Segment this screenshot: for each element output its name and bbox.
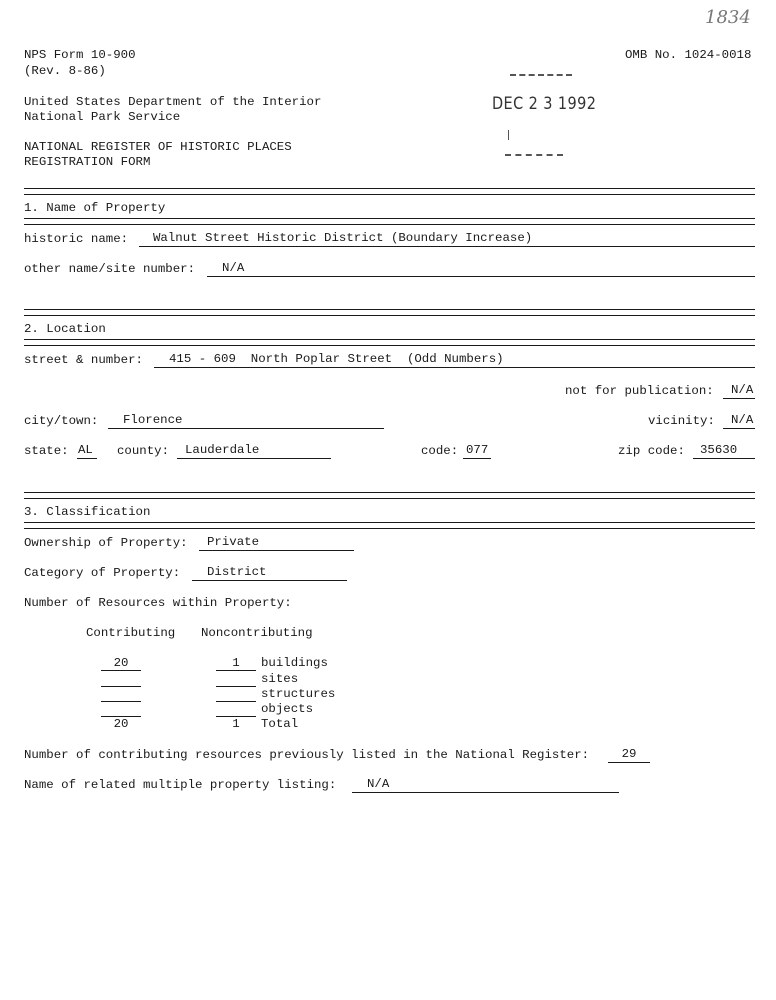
stamp-date: DEC 2 3 1992 — [492, 94, 597, 114]
form-revision: (Rev. 8-86) — [24, 64, 106, 78]
not-for-publication-value: N/A — [731, 383, 754, 397]
state-underline — [77, 458, 97, 459]
resource-type-label: buildings — [261, 656, 328, 670]
resource-type-label: sites — [261, 672, 299, 686]
previously-listed-underline — [608, 762, 650, 763]
zip-code-value: 35630 — [700, 443, 738, 457]
section-1-title: 1. Name of Property — [24, 201, 166, 215]
noncontributing-column-header: Noncontributing — [201, 626, 313, 640]
stamp-tick — [508, 130, 509, 140]
section-divider — [24, 339, 755, 346]
noncontributing-blank — [216, 686, 256, 687]
contributing-blank — [101, 701, 141, 702]
resource-type-label: Total — [261, 717, 299, 731]
noncontributing-blank — [216, 701, 256, 702]
vicinity-underline — [723, 428, 755, 429]
zip-code-underline — [693, 458, 755, 459]
previously-listed-value: 29 — [621, 747, 637, 761]
state-value: AL — [78, 443, 93, 457]
contributing-total: 20 — [113, 717, 129, 731]
ownership-underline — [199, 550, 354, 551]
street-label: street & number: — [24, 353, 143, 367]
ownership-label: Ownership of Property: — [24, 536, 188, 550]
city-label: city/town: — [24, 414, 99, 428]
related-listing-underline — [352, 792, 619, 793]
city-underline — [108, 428, 384, 429]
contributing-column-header: Contributing — [86, 626, 176, 640]
resources-label: Number of Resources within Property: — [24, 596, 292, 610]
noncontributing-total: 1 — [232, 717, 240, 731]
historic-name-label: historic name: — [24, 232, 129, 246]
street-underline — [154, 367, 755, 368]
not-for-publication-underline — [723, 398, 755, 399]
section-divider — [24, 218, 755, 225]
contributing-blank — [101, 686, 141, 687]
category-value: District — [207, 565, 267, 579]
handwritten-note: 1834 — [705, 7, 751, 28]
form-title: REGISTRATION FORM — [24, 155, 151, 169]
noncontributing-count: 1 — [232, 656, 240, 670]
code-underline — [463, 458, 491, 459]
county-value: Lauderdale — [185, 443, 260, 457]
state-label: state: — [24, 444, 69, 458]
related-listing-label: Name of related multiple property listing: — [24, 778, 337, 792]
other-name-underline — [207, 276, 755, 277]
section-3-title: 3. Classification — [24, 505, 151, 519]
ownership-value: Private — [207, 535, 260, 549]
stamp-smudge-top — [510, 70, 572, 76]
vicinity-label: vicinity: — [648, 414, 715, 428]
historic-name-value: Walnut Street Historic District (Boundary Increase) — [153, 231, 533, 245]
previously-listed-label: Number of contributing resources previously listed in the National Register: — [24, 748, 590, 762]
category-underline — [192, 580, 347, 581]
street-value: 415 - 609 North Poplar Street (Odd Numbers) — [169, 352, 504, 366]
contributing-count: 20 — [113, 656, 129, 670]
resource-type-label: objects — [261, 702, 314, 716]
county-underline — [177, 458, 331, 459]
department-name: United States Department of the Interior — [24, 95, 322, 109]
code-label: code: — [421, 444, 459, 458]
stamp-smudge-bottom — [505, 150, 563, 156]
omb-number: OMB No. 1024-0018 — [625, 48, 752, 62]
county-label: county: — [117, 444, 170, 458]
other-name-value: N/A — [222, 261, 245, 275]
section-divider — [24, 492, 755, 499]
category-label: Category of Property: — [24, 566, 181, 580]
historic-name-underline — [139, 246, 755, 247]
related-listing-value: N/A — [367, 777, 390, 791]
service-name: National Park Service — [24, 110, 181, 124]
section-divider — [24, 188, 755, 195]
section-divider — [24, 309, 755, 316]
vicinity-value: N/A — [731, 413, 754, 427]
section-2-title: 2. Location — [24, 322, 106, 336]
other-name-label: other name/site number: — [24, 262, 196, 276]
zip-code-label: zip code: — [618, 444, 685, 458]
city-value: Florence — [123, 413, 183, 427]
code-value: 077 — [466, 443, 489, 457]
resource-type-label: structures — [261, 687, 336, 701]
not-for-publication-label: not for publication: — [565, 384, 714, 398]
register-name: NATIONAL REGISTER OF HISTORIC PLACES — [24, 140, 292, 154]
form-number: NPS Form 10-900 — [24, 48, 136, 62]
section-divider — [24, 522, 755, 529]
